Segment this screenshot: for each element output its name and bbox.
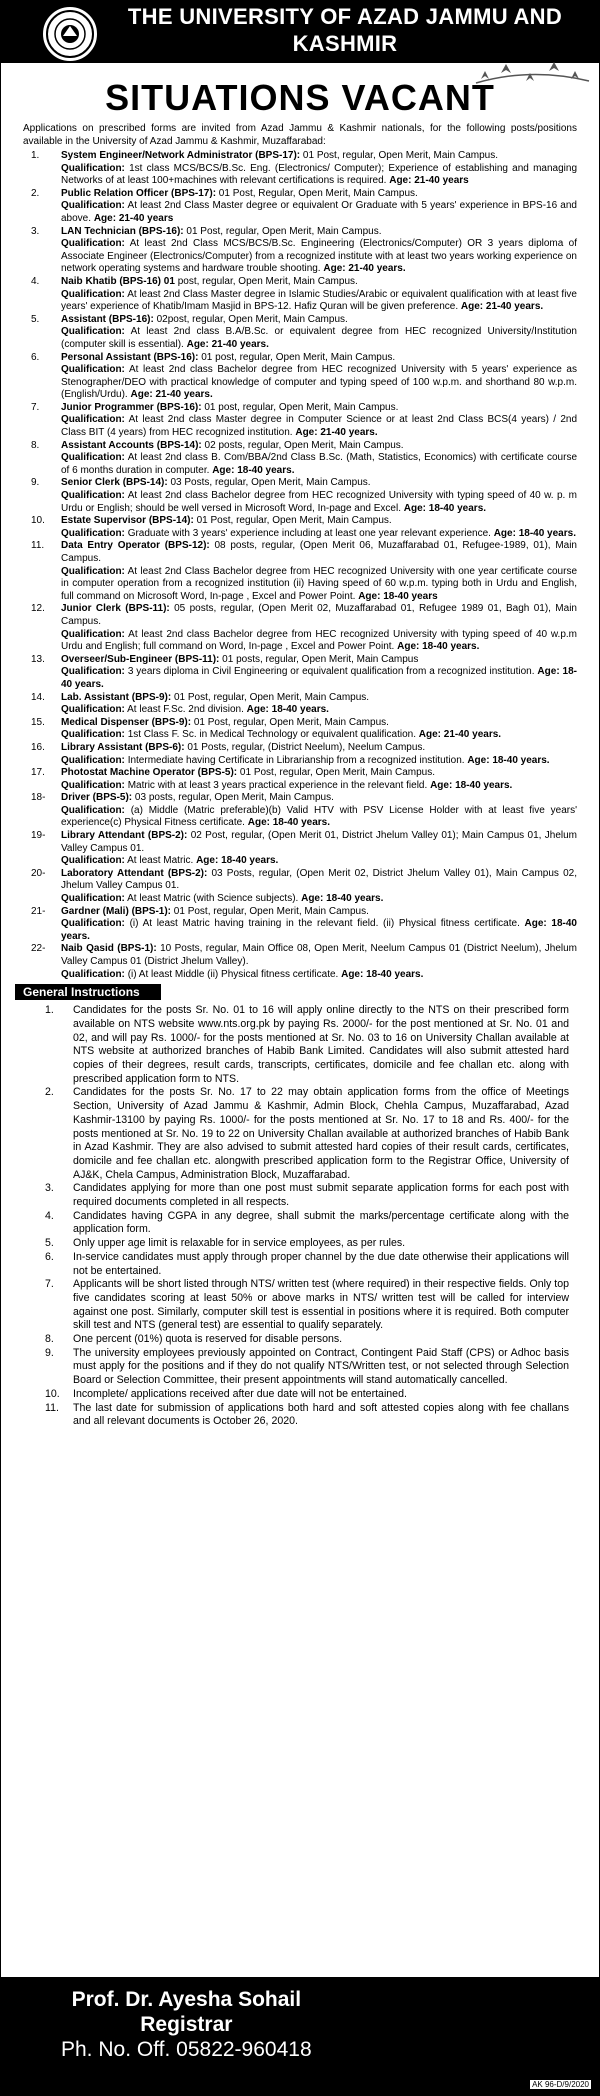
qualification-label: Qualification:	[61, 855, 125, 867]
instruction-item	[23, 1333, 569, 1347]
university-logo-icon	[43, 7, 97, 61]
post-age: Age: 18-40 years.	[341, 968, 424, 980]
post-title: Personal Assistant (BPS-16):	[61, 351, 199, 363]
post-details: 02 Post, regular, (Open Merit 01, District Jhelum Valley 01); Main Campus 01, Jhelum Valley Campus 01.	[61, 830, 577, 854]
post-number: 22-	[31, 943, 46, 955]
post-number: 7.	[31, 401, 40, 413]
post-age: Age: 18-40 years.	[301, 893, 384, 905]
instruction-item	[23, 1388, 569, 1402]
university-name-line1: THE UNIVERSITY OF AZAD JAMMU AND	[127, 4, 563, 29]
post-qualification: Graduate with 3 years' experience including at least one year relevant experience.	[127, 527, 491, 539]
instruction-number: 3.	[45, 1182, 54, 1195]
instruction-text: Candidates for the posts Sr. No. 17 to 22 may obtain application forms from the office of Meetings Section, University of Azad Jammu & Kashmir, Admin Block, Chehla Campus, Muzaffarabad, Azad Kashmir-13100 by paying Rs. 1000/- for the posts mentioned at Sr. No. 17 to 18 and Rs. 400/- for the posts mentioned at Sr. No. 19 to 22 on University Challan available at authorized branches of Habib Bank in Azad Kashmir. They are also advised to submit attested hard copies of their result cards, certificates, domicile and fee challan etc. alongwith prescribed application form to the Registrar Office, University of AJ&K, Chela Campus, Administration Block, Muzaffarabad.	[73, 1086, 569, 1181]
instruction-text: Only upper age limit is relaxable for in service employees, as per rules.	[73, 1237, 406, 1250]
post-body	[61, 352, 577, 402]
post-age: Age: 21-40 years.	[295, 427, 378, 439]
qualification-label: Qualification:	[61, 364, 125, 376]
post-age: Age: 21-40 years	[389, 175, 469, 187]
post-body	[61, 603, 577, 653]
post-details: post, regular, Open Merit, Main Campus.	[174, 275, 358, 287]
post-details: 01 Post, regular, Open Merit, Main Campus.	[171, 905, 369, 917]
post-number: 1.	[31, 150, 40, 161]
post-age: Age: 18-40 years.	[493, 527, 576, 539]
ad-reference: AK 96-D/9/2020	[532, 2080, 589, 2089]
post-qualification: Matric with at least 3 years practical experience in the relevant field.	[127, 779, 428, 791]
post-qualification: At least 2nd class Bachelor degree from HEC recognized University with 5 years' experience as Stenographer/DEO with practical knowledge of computer and typing speed of 100 w.p.m. and shorthand 80 w.p.m.(English/Urdu).	[61, 364, 577, 401]
post-details: 01 post, regular, Open Merit, Main Campus.	[201, 401, 399, 413]
post-body	[61, 150, 577, 188]
post-title: Junior Programmer (BPS-16):	[61, 401, 202, 413]
qualification-label: Qualification:	[61, 729, 125, 741]
post-item	[23, 314, 577, 352]
instruction-item	[23, 1182, 569, 1209]
post-qualification: At least 2nd class Bachelor degree from HEC recognized University with typing speed of 40 w.p.m Urdu and English; full command on Word, In-page , Excel and Power Point.	[61, 628, 577, 653]
post-qualification: At least 2nd Class Master degree or equivalent Or Graduate with 5 years' experience in BPS-16 and above.	[61, 200, 577, 224]
qualification-label: Qualification:	[61, 162, 125, 174]
post-title: Junior Clerk (BPS-11):	[61, 603, 170, 615]
instruction-item	[23, 1210, 569, 1237]
registrar-designation: Registrar	[140, 2013, 233, 2036]
post-details: 01 Post, Regular, Open Merit, Main Campus.	[216, 187, 418, 199]
post-item	[23, 603, 577, 653]
qualification-label: Qualification:	[61, 804, 125, 816]
intro-paragraph: Applications on prescribed forms are invited from Azad Jammu & Kashmir nationals, for the following posts/positions available in the University of Azad Jammu & Kashmir, Muzaffarabad:	[23, 123, 577, 147]
post-item	[23, 477, 577, 515]
post-title: Data Entry Operator (BPS-12):	[61, 540, 210, 552]
post-item	[23, 717, 577, 742]
post-age: Age: 21-40 years.	[186, 338, 269, 350]
instructions-list	[23, 1004, 569, 1429]
post-item	[23, 742, 577, 767]
post-details: 01 Post, regular, Open Merit, Main Campus.	[237, 767, 436, 779]
post-body	[61, 742, 577, 767]
header-band	[1, 1, 599, 63]
post-age: Age: 21-40 years.	[418, 729, 502, 741]
post-item	[23, 352, 577, 402]
post-details: 01 Posts, regular, (District Neelum), Neelum Campus.	[184, 741, 426, 753]
post-number: 3.	[31, 225, 40, 237]
post-age: Age: 21-40 years	[93, 212, 174, 224]
post-title: Photostat Machine Operator (BPS-5):	[61, 767, 238, 779]
post-details: 01 Post, regular, Open Merit, Main Campus.	[193, 515, 392, 527]
post-title: Naib Khatib (BPS-16) 01	[61, 275, 175, 287]
post-qualification: 1st Class F. Sc. in Medical Technology or equivalent qualification.	[127, 729, 416, 741]
qualification-label: Qualification:	[61, 968, 125, 980]
post-title: Library Attendant (BPS-2):	[61, 830, 188, 842]
post-item	[23, 868, 577, 906]
post-body	[61, 540, 577, 603]
post-details: 01 Post, regular, Open Merit, Main Campus.	[300, 150, 499, 161]
instruction-number: 1.	[45, 1004, 54, 1017]
post-body	[61, 868, 577, 906]
post-qualification: At least 2nd Class MCS/BCS/B.Sc. Engineering (Electronics/Computer) OR 3 years diploma of Associate Engineer (Electronics/Computer) from a recognized institute with at least two years working experience on network operating systems and hardware trouble shooting.	[61, 238, 577, 275]
post-number: 4.	[31, 275, 40, 287]
instruction-number: 5.	[45, 1237, 54, 1250]
qualification-label: Qualification:	[61, 414, 125, 426]
instruction-number: 8.	[45, 1333, 54, 1346]
post-body	[61, 440, 577, 478]
post-number: 16.	[31, 741, 45, 753]
post-qualification: 1st class MCS/BCS/B.Sc. Eng. (Electronics/ Computer); Experience of establishing and managing Networks of at least 100+machines with relevant certifications is required.	[61, 162, 578, 187]
post-qualification: At least 2nd class Master degree in Computer Science or at least 2nd Class BCS(4 years) / 2nd Class BIT (4 years) from HEC recognized institution.	[61, 414, 578, 439]
post-number: 12.	[31, 603, 45, 615]
post-body	[61, 276, 577, 314]
post-age: Age: 18-40 years.	[397, 641, 480, 653]
qualification-label: Qualification:	[61, 704, 125, 716]
instruction-text: In-service candidates must apply through proper channel by the due date otherwise their applications will not be entertained.	[73, 1250, 569, 1277]
post-number: 21-	[31, 905, 46, 917]
instruction-text: Candidates applying for more than one post must submit separate application forms for each post with required documents completed in all respects.	[73, 1182, 569, 1209]
post-age: Age: 18-40 years.	[403, 502, 487, 514]
post-item	[23, 402, 577, 440]
post-details: 08 posts, regular, (Open Merit 06, Muzaffarabad 01, Refugee-1989, 01), Main Campus.	[61, 540, 577, 564]
post-age: Age: 18-40 years.	[467, 754, 550, 766]
post-number: 10.	[31, 515, 45, 527]
qualification-label: Qualification:	[61, 326, 125, 338]
post-details: 01 Post, regular, Open Merit, Main Campus.	[171, 691, 370, 703]
post-title: Naib Qasid (BPS-1):	[61, 943, 157, 955]
post-age: Age: 21-40 years.	[460, 301, 544, 313]
post-qualification: At least 2nd class B.A/B.Sc. or equivalent degree from HEC recognized University/Institution (computer skill is essential).	[61, 326, 577, 350]
post-details: 01 posts, regular, Open Merit, Main Campus	[219, 653, 419, 665]
post-item	[23, 515, 577, 540]
post-title: Estate Supervisor (BPS-14):	[61, 515, 194, 527]
post-age: Age: 21-40 years.	[130, 389, 213, 401]
university-name-line2: KASHMIR	[292, 31, 398, 56]
post-title: Overseer/Sub-Engineer (BPS-11):	[61, 653, 220, 665]
post-age: Age: 21-40 years.	[323, 263, 406, 275]
post-details: 05 posts, regular, (Open Merit 02, Muzaffarabad 01, Refugee 1989 01, Bagh 01), Main Campus.	[61, 603, 577, 627]
instruction-text: The last date for submission of applications both hard and soft attested copies along with fee challans and all relevant documents is October 26, 2020.	[73, 1401, 569, 1428]
post-qualification: At least 2nd Class Bachelor degree from HEC recognized University with one year certificate course in computer operation from a recognized institution (ii) Having speed of 60 w.p.m. typing both in Urdu and English, full command on Microsoft Word, In-page , Excel and Power Point.	[61, 565, 578, 602]
qualification-label: Qualification:	[61, 893, 125, 905]
post-qualification: At least F.Sc. 2nd division.	[127, 704, 244, 716]
post-title: System Engineer/Network Administrator (BPS-17):	[61, 150, 301, 161]
post-number: 6.	[31, 351, 40, 363]
qualification-label: Qualification:	[61, 628, 125, 640]
instruction-text: The university employees previously appointed on Contract, Contingent Paid Staff (CPS) or Adhoc basis must apply for the positions and if they do not qualify NTS/Written test, or not selected through Selection Board or Selection Committee, their present appointments will stand automatically cancelled.	[73, 1346, 569, 1387]
post-qualification: 3 years diploma in Civil Engineering or equivalent qualification from a recognized institution.	[127, 666, 535, 678]
instruction-item	[23, 1402, 569, 1429]
post-item	[23, 792, 577, 830]
post-number: 18-	[31, 792, 46, 804]
post-age: Age: 18-40 years.	[196, 855, 279, 867]
post-qualification: At least 2nd class B. Com/BBA/2nd Class B.Sc. (Math, Statistics, Economics) with certificate course of 6 months duration in computer.	[61, 452, 578, 476]
post-title: Driver (BPS-5):	[61, 792, 133, 804]
qualification-label: Qualification:	[61, 527, 125, 539]
post-details: 03 posts, regular, Open Merit, Main Campus.	[132, 792, 334, 804]
instruction-number: 4.	[45, 1209, 54, 1222]
post-title: Gardner (Mali) (BPS-1):	[61, 905, 172, 917]
instruction-number: 10.	[45, 1387, 60, 1400]
qualification-label: Qualification:	[61, 238, 125, 250]
post-body	[61, 314, 577, 352]
instruction-number: 7.	[45, 1278, 54, 1291]
post-body	[61, 906, 577, 944]
post-item	[23, 654, 577, 692]
instruction-item	[23, 1347, 569, 1388]
qualification-label: Qualification:	[61, 452, 125, 464]
post-age: Age: 18-40 years.	[430, 779, 513, 791]
post-item	[23, 906, 577, 944]
post-title: Library Assistant (BPS-6):	[61, 741, 185, 753]
post-details: 01 post, regular, Open Merit, Main Campus.	[198, 351, 396, 363]
instruction-text: Incomplete/ applications received after due date will not be entertained.	[73, 1387, 407, 1400]
post-qualification: At least 2nd class Bachelor degree from HEC recognized University with typing speed of 40 w. p. m Urdu or English; should be well versed in Microsoft Word, In-page and Excel.	[61, 490, 577, 514]
post-age: Age: 18-40 years.	[61, 666, 577, 690]
post-item	[23, 767, 577, 792]
qualification-label: Qualification:	[61, 779, 125, 791]
post-number: 2.	[31, 187, 40, 199]
university-name	[111, 3, 579, 57]
post-age: Age: 18-40 years.	[247, 817, 331, 829]
instruction-number: 2.	[45, 1086, 54, 1099]
post-title: Senior Clerk (BPS-14):	[61, 477, 168, 489]
qualification-label: Qualification:	[61, 666, 125, 678]
instruction-item	[23, 1004, 569, 1086]
post-details: 01 Post, regular, Open Merit, Main Campus.	[183, 225, 382, 237]
post-item	[23, 540, 577, 603]
instruction-text: Candidates having CGPA in any degree, shall submit the marks/percentage certificate along with the application form.	[73, 1209, 569, 1236]
post-title: Assistant (BPS-16):	[61, 313, 154, 325]
qualification-label: Qualification:	[61, 490, 125, 502]
instruction-item	[23, 1086, 569, 1182]
post-body	[61, 226, 577, 276]
post-body	[61, 943, 577, 981]
qualification-label: Qualification:	[61, 200, 125, 212]
post-title: Lab. Assistant (BPS-9):	[61, 691, 172, 703]
post-body	[61, 692, 577, 717]
qualification-label: Qualification:	[61, 754, 125, 766]
post-number: 17.	[31, 767, 45, 779]
post-qualification: At least 2nd Class Master degree in Islamic Studies/Arabic or equivalent qualification with at least five years' experience of Khatib/Imam Masjid in BPS-12. Hafiz Quran will be given preference.	[61, 288, 577, 313]
post-title: Laboratory Attendant (BPS-2):	[61, 867, 208, 879]
office-phone: Ph. No. Off. 05822-960418	[61, 2038, 312, 2061]
post-body	[61, 830, 577, 868]
instruction-item	[23, 1251, 569, 1278]
instruction-text: One percent (01%) quota is reserved for disable persons.	[73, 1333, 343, 1346]
qualification-label: Qualification:	[61, 288, 125, 300]
post-title: Medical Dispenser (BPS-9):	[61, 716, 192, 728]
post-details: 02post, regular, Open Merit, Main Campus.	[153, 313, 348, 325]
post-item	[23, 943, 577, 981]
post-title: LAN Technician (BPS-16):	[61, 225, 184, 237]
post-body	[61, 515, 577, 540]
instruction-text: Applicants will be short listed through NTS/ written test (where required) in their respective fields. Only top five candidates scoring at least 50% or above marks in NTS/ written test will be called for interview against one post. Similarly, computer skill test is essential in positions where it is required. Both computer skill test and NTS (general test) are essential to qualify separately.	[73, 1278, 569, 1332]
post-body	[61, 402, 577, 440]
post-item	[23, 440, 577, 478]
post-qualification: At least Matric.	[127, 855, 194, 867]
post-age: Age: 18-40 years	[358, 590, 438, 602]
post-number: 9.	[31, 477, 40, 489]
post-details: 02 posts, regular, Open Merit, Main Campus.	[201, 439, 404, 451]
post-body	[61, 792, 577, 830]
post-number: 8.	[31, 439, 40, 451]
post-qualification: (i) At least Middle (ii) Physical fitness certificate.	[127, 968, 339, 980]
post-details: 03 Posts, regular, (Open Merit 02, District Jhelum Valley 01), Main Campus 02, Jhelum Valley Campus 01.	[61, 867, 577, 892]
post-body	[61, 654, 577, 692]
post-number: 19-	[31, 830, 46, 842]
post-title: Assistant Accounts (BPS-14):	[61, 439, 202, 451]
instruction-item	[23, 1237, 569, 1251]
post-details: 03 Posts, regular, Open Merit, Main Campus.	[167, 477, 371, 489]
post-qualification: (i) At least Matric having training in the relevant field. (ii) Physical fitness certificate.	[129, 918, 520, 930]
footer-band	[1, 1977, 599, 2095]
post-item	[23, 226, 577, 276]
post-number: 15.	[31, 716, 45, 728]
post-body	[61, 477, 577, 515]
post-item	[23, 188, 577, 226]
post-qualification: At least Matric (with Science subjects).	[127, 893, 299, 905]
instruction-number: 11.	[45, 1401, 59, 1414]
post-qualification: Intermediate having Certificate in Librarianship from a recognized institution.	[127, 754, 465, 766]
post-item	[23, 692, 577, 717]
post-number: 20-	[31, 867, 46, 879]
instruction-text: Candidates for the posts Sr. No. 01 to 16 will apply online directly to the NTS on their prescribed form available on NTS website www.nts.org.pk by paying Rs. 2000/- for the post mentioned at Sr. No. 01 and 02, and will pay Rs. 1000/- for the posts mentioned at Sr. No. 03 to 16 on University Challan available at NTS website at authorized branches of Habib Bank Limited. Candidates will also submit attested hard copies of their degrees, result cards, transcripts, certificates, domicile and fee challan etc. along with prescribed application form to NTS.	[73, 1004, 569, 1085]
post-body	[61, 188, 577, 226]
post-body	[61, 717, 577, 742]
posts-list	[23, 150, 577, 981]
post-number: 5.	[31, 313, 40, 325]
instruction-number: 9.	[45, 1346, 54, 1359]
post-details: 10 Posts, regular, Main Office 08, Open Merit, Neelum Campus 01 (District Neelum), Jhelum Valley Campus 01 (District Jhelum Valley).	[61, 943, 577, 967]
registrar-name: Prof. Dr. Ayesha Sohail	[71, 1988, 302, 2011]
post-details: 01 Post, regular, Open Merit, Main Campus.	[191, 716, 389, 728]
general-instructions-heading: General Instructions	[15, 984, 161, 1000]
instruction-number: 6.	[45, 1250, 54, 1263]
qualification-label: Qualification:	[61, 918, 125, 930]
post-age: Age: 18-40 years.	[61, 918, 577, 942]
post-age: Age: 18-40 years.	[212, 464, 295, 476]
post-age: Age: 18-40 years.	[246, 704, 329, 716]
post-number: 13.	[31, 653, 45, 665]
post-qualification: (a) Middle (Matric preferable)(b) Valid HTV with PSV License Holder with at least five years' experience(c) Physical Fitness certificate.	[61, 804, 577, 829]
instruction-item	[23, 1278, 569, 1333]
flower-decoration-icon	[471, 59, 591, 87]
post-body	[61, 767, 577, 792]
qualification-label: Qualification:	[61, 565, 125, 577]
signature-block	[61, 1987, 312, 2062]
post-title: Public Relation Officer (BPS-17):	[61, 187, 217, 199]
post-item	[23, 830, 577, 868]
post-number: 14.	[31, 691, 45, 703]
post-item	[23, 150, 577, 188]
post-item	[23, 276, 577, 314]
page-title: SITUATIONS VACANT	[105, 77, 495, 118]
post-number: 11.	[31, 540, 45, 552]
